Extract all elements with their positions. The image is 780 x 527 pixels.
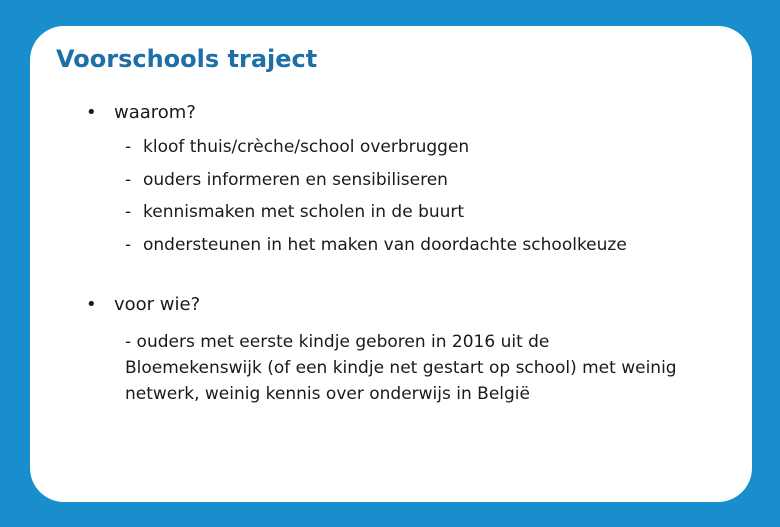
section-heading-waarom: waarom? bbox=[114, 102, 196, 123]
section-heading-voor-wie: voor wie? bbox=[114, 294, 201, 315]
list-item-text: ondersteunen in het maken van doordachte schoolkeuze bbox=[143, 234, 627, 255]
list-item-text: kennismaken met scholen in de buurt bbox=[143, 202, 465, 222]
bullet-dot: • bbox=[86, 102, 97, 123]
bullet-dot: • bbox=[86, 294, 97, 315]
section-voor-wie bbox=[86, 294, 200, 315]
list-item: - kennismaken met scholen in de buurt bbox=[125, 202, 465, 222]
target-group-text: - ouders met eerste kindje geboren in 2016 uit de Bloemekenswijk (of een kindje net gestart op school) met weinig netwerk, weinig kennis over onderwijs in België bbox=[125, 332, 677, 404]
list-item: - ondersteunen in het maken van doordachte schoolkeuze bbox=[125, 234, 627, 255]
list-item-text: kloof thuis/crèche/school overbruggen bbox=[143, 137, 470, 157]
slide-title: Voorschools traject bbox=[56, 45, 318, 73]
list-item-text: ouders informeren en sensibiliseren bbox=[143, 169, 448, 190]
list-item: - kloof thuis/crèche/school overbruggen bbox=[125, 137, 470, 157]
list-item: - ouders informeren en sensibiliseren bbox=[125, 169, 448, 190]
section-waarom bbox=[86, 102, 196, 123]
reasons-list bbox=[125, 137, 627, 267]
